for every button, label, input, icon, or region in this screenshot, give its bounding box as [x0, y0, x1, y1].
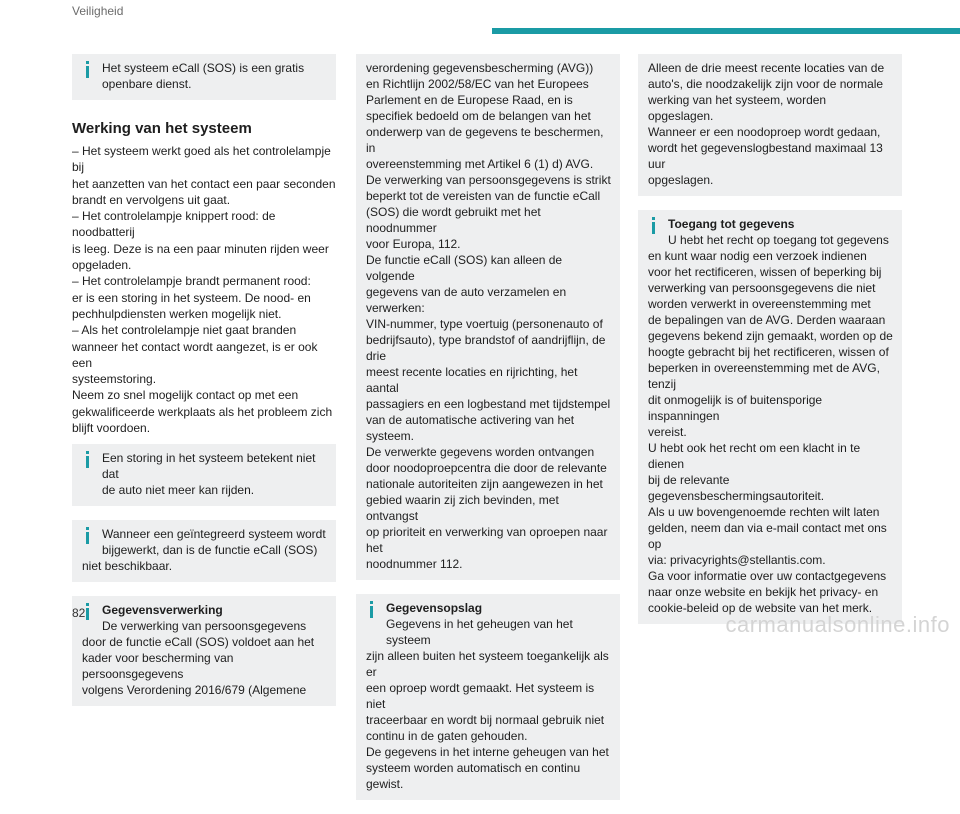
header-title: Veiligheid [72, 4, 124, 18]
page-number: 82 [72, 606, 86, 620]
column-1 [72, 54, 336, 706]
info-note-update: Wanneer een geïntegreerd systeem wordt bijgewerkt, dan is de functie eCall (SOS) niet beschikbaar. [72, 520, 336, 582]
info-icon [82, 450, 98, 468]
info-note-data-storage: Gegevensopslag Gegevens in het geheugen van het systeem zijn alleen buiten het systeem toegankelijk als er een oproep wordt gemaakt. Het systeem is niet traceerbaar en wordt bij normaal gebruik niet continu in de gaten gehouden. De gegevens in het interne geheugen van het systeem worden automatisch en continu gewist. [356, 594, 620, 800]
watermark: carmanualsonline.info [725, 612, 950, 637]
info-note-data-processing: Gegevensverwerking De verwerking van persoonsgegevens door de functie eCall (SOS) voldoet aan het kader voor bescherming van persoonsgegevens volgens Verordening 2016/679 (Algemene [72, 596, 336, 706]
section-heading: Werking van het systeem [72, 120, 252, 137]
note-title: Gegevensverwerking [102, 603, 223, 618]
body-text: – Het systeem werkt goed als het controlelampje bij het aanzetten van het contact een paar seconden brandt en vervolgens uit gaat. – Het controlelampje knippert rood: de noodbatterij is leeg. Deze is na een paar minuten rijden weer opgeladen. – Het controlelampje brandt permanent rood: er is een storing in het systeem. De nood- en pechhulpdiensten werken mogelijk niet. – Als het controlelampje niet gaat branden wanneer het contact wordt aangezet, is er ook een systeemstoring. Neem zo snel mogelijk contact op met een gekwalificeerde werkplaats als het probleem zich blijft voordoen. [72, 144, 336, 436]
info-note-data-access: Toegang tot gegevens U hebt het recht op toegang tot gegevens en kunt waar nodig een verzoek indienen voor het rectificeren, wissen of beperking bij verwerking van persoonsgegevens die niet worden verwerkt in overeenstemming met de bepalingen van de AVG. Derden waaraan gegevens bekend zijn gemaakt, worden op de hoogte gebracht bij het rectificeren, wissen of beperken in overeenstemming met de AVG, tenzij dit onmogelijk is of buitensporige inspanningen vereist. U hebt ook het recht om een klacht in te dienen bij de relevante gegevensbeschermingsautoriteit. Als u uw bovengenoemde rechten wilt laten gelden, neem dan via e-mail contact met ons op via: privacyrights@stellantis.com. Ga voor informatie over uw contactgegevens naar onze website en bekijk het privacy- en cookie-beleid op de website van het merk. [638, 210, 902, 624]
info-note-data-storage-continued: Alleen de drie meest recente locaties van de auto's, die noodzakelijk zijn voor de normale werking van het systeem, worden opgeslagen. Wanneer er een noodoproep wordt gedaan, wordt het gegevenslogbestand maximaal 13 uur opgeslagen. [638, 54, 902, 196]
column-3 [638, 54, 902, 638]
info-icon [648, 216, 664, 234]
note-text: Het systeem eCall (SOS) is een gratis openbare dienst. [102, 61, 305, 91]
info-note-data-processing-continued: verordening gegevensbescherming (AVG)) en Richtlijn 2002/58/EC van het Europees Parlement en de Europese Raad, en is specifiek bedoeld om de belangen van het onderwerp van de gegevens te beschermen, in overeenstemming met Artikel 6 (1) d) AVG. De verwerking van persoonsgegevens is strikt beperkt tot de vereisten van de functie eCall (SOS) die wordt gebruikt met het noodnummer voor Europa, 112. De functie eCall (SOS) kan alleen de volgende gegevens van de auto verzamelen en verwerken: VIN-nummer, type voertuig (personenauto of bedrijfsauto), type brandstof of aandrijflijn, de drie meest recente locaties en rijrichting, het aantal passagiers en een logbestand met tijdstempel van de automatische activering van het systeem. De verwerkte gegevens worden ontvangen door noodoproepcentra die door de relevante nationale autoriteiten zijn aangewezen in het gebied waarin zij zich bevinden, met ontvangst op prioriteit en verwerking van oproepen naar het noodnummer 112. [356, 54, 620, 580]
info-note-free-service [72, 54, 336, 100]
note-title: Toegang tot gegevens [668, 217, 795, 231]
info-icon [82, 526, 98, 544]
header-accent-bar [492, 28, 960, 34]
note-title: Gegevensopslag [386, 601, 483, 615]
info-icon [366, 600, 382, 618]
info-note-storing: Een storing in het systeem betekent niet dat de auto niet meer kan rijden. [72, 444, 336, 506]
column-2 [356, 54, 620, 814]
info-icon [82, 60, 98, 78]
